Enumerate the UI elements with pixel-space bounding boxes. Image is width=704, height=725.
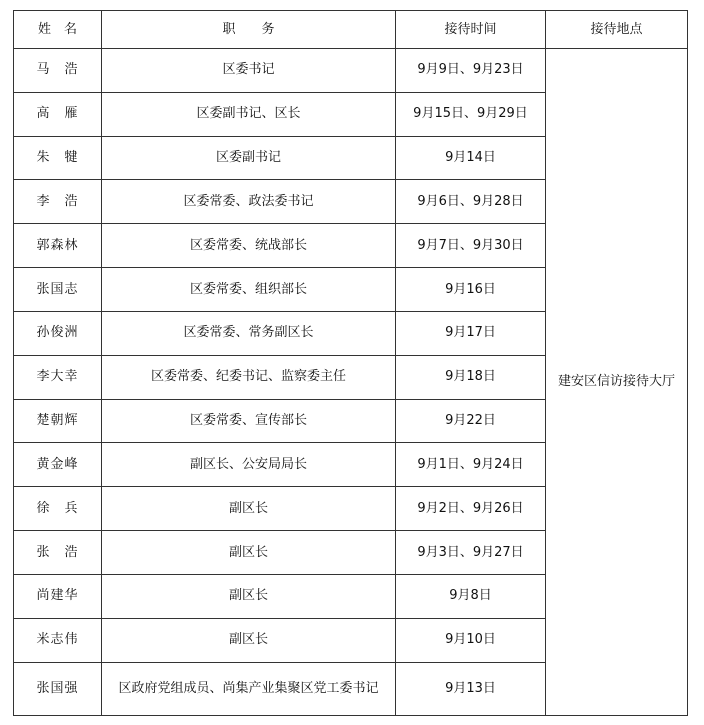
post-cell: 区委副书记 bbox=[102, 136, 396, 180]
time-cell: 9月8日 bbox=[396, 574, 546, 618]
post-cell: 区委常委、常务副区长 bbox=[102, 311, 396, 355]
name-cell: 朱 犍 bbox=[14, 136, 102, 180]
header-place: 接待地点 bbox=[546, 11, 688, 49]
post-cell: 区委常委、宣传部长 bbox=[102, 399, 396, 443]
name-cell: 米志伟 bbox=[14, 618, 102, 662]
post-cell: 区政府党组成员、尚集产业集聚区党工委书记 bbox=[102, 662, 396, 715]
name-cell: 马 浩 bbox=[14, 49, 102, 93]
post-cell: 区委副书记、区长 bbox=[102, 92, 396, 136]
time-cell: 9月7日、9月30日 bbox=[396, 224, 546, 268]
time-cell: 9月15日、9月29日 bbox=[396, 92, 546, 136]
name-cell: 张 浩 bbox=[14, 531, 102, 575]
time-cell: 9月1日、9月24日 bbox=[396, 443, 546, 487]
post-cell: 区委常委、组织部长 bbox=[102, 268, 396, 312]
reception-schedule-table-wrapper bbox=[13, 10, 687, 716]
name-cell: 李 浩 bbox=[14, 180, 102, 224]
name-cell: 郭森林 bbox=[14, 224, 102, 268]
post-cell: 区委常委、统战部长 bbox=[102, 224, 396, 268]
name-cell: 孙俊洲 bbox=[14, 311, 102, 355]
place-cell: 建安区信访接待大厅 bbox=[546, 49, 688, 716]
post-cell: 副区长 bbox=[102, 574, 396, 618]
time-cell: 9月3日、9月27日 bbox=[396, 531, 546, 575]
time-cell: 9月17日 bbox=[396, 311, 546, 355]
time-cell: 9月13日 bbox=[396, 662, 546, 715]
name-cell: 徐 兵 bbox=[14, 487, 102, 531]
time-cell: 9月10日 bbox=[396, 618, 546, 662]
header-time: 接待时间 bbox=[396, 11, 546, 49]
header-row bbox=[14, 11, 688, 49]
post-cell: 区委常委、纪委书记、监察委主任 bbox=[102, 355, 396, 399]
name-cell: 尚建华 bbox=[14, 574, 102, 618]
time-cell: 9月14日 bbox=[396, 136, 546, 180]
name-cell: 黄金峰 bbox=[14, 443, 102, 487]
time-cell: 9月18日 bbox=[396, 355, 546, 399]
post-cell: 区委常委、政法委书记 bbox=[102, 180, 396, 224]
post-cell: 副区长、公安局局长 bbox=[102, 443, 396, 487]
name-cell: 张国志 bbox=[14, 268, 102, 312]
table-row bbox=[14, 49, 688, 93]
reception-schedule-table bbox=[13, 10, 688, 716]
post-cell: 副区长 bbox=[102, 531, 396, 575]
post-cell: 副区长 bbox=[102, 618, 396, 662]
header-post: 职 务 bbox=[102, 11, 396, 49]
name-cell: 李大幸 bbox=[14, 355, 102, 399]
time-cell: 9月6日、9月28日 bbox=[396, 180, 546, 224]
post-cell: 区委书记 bbox=[102, 49, 396, 93]
time-cell: 9月2日、9月26日 bbox=[396, 487, 546, 531]
header-name: 姓 名 bbox=[14, 11, 102, 49]
time-cell: 9月22日 bbox=[396, 399, 546, 443]
name-cell: 楚朝辉 bbox=[14, 399, 102, 443]
post-cell: 副区长 bbox=[102, 487, 396, 531]
time-cell: 9月16日 bbox=[396, 268, 546, 312]
name-cell: 张国强 bbox=[14, 662, 102, 715]
time-cell: 9月9日、9月23日 bbox=[396, 49, 546, 93]
name-cell: 高 雁 bbox=[14, 92, 102, 136]
